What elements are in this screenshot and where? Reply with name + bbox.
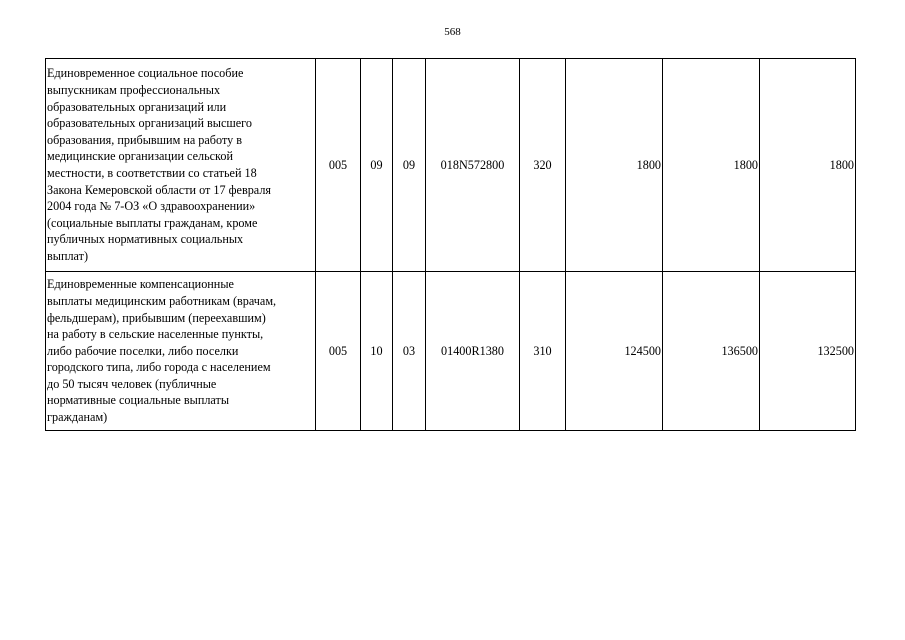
description-line: нормативные социальные выплаты <box>47 393 230 408</box>
target-article-cell: 01400R1380 <box>426 272 520 431</box>
section-code-cell: 10 <box>361 272 393 431</box>
table-body <box>46 59 856 431</box>
description-line: выпускникам профессиональных <box>47 83 221 98</box>
description-line: гражданам) <box>47 410 108 425</box>
description-line: (социальные выплаты гражданам, кроме <box>47 215 258 230</box>
subsection-code-cell: 03 <box>393 272 426 431</box>
ministry-code-cell: 005 <box>316 272 361 431</box>
table-row <box>46 272 856 431</box>
description-line: образовательных организаций или <box>47 99 227 114</box>
description-line: до 50 тысяч человек (публичные <box>47 376 217 391</box>
target-article-cell: 018N572800 <box>426 59 520 272</box>
expense-type-cell: 310 <box>520 272 566 431</box>
amount-cell-2: 1800 <box>663 59 760 272</box>
amount-cell-1: 124500 <box>566 272 663 431</box>
amount-cell-1: 1800 <box>566 59 663 272</box>
page-number: 568 <box>444 26 461 38</box>
description-line: выплат) <box>47 248 89 263</box>
description-line: образования, прибывшим на работу в <box>47 132 243 147</box>
amount-cell-3: 132500 <box>760 272 856 431</box>
amount-cell-2: 136500 <box>663 272 760 431</box>
description-line: выплаты медицинским работникам (врачам, <box>47 293 277 308</box>
description-line: фельдшерам), прибывшим (переехавшим) <box>47 310 266 325</box>
row-description <box>46 272 316 431</box>
amount-cell-3: 1800 <box>760 59 856 272</box>
description-line: городского типа, либо города с населением <box>47 360 271 375</box>
row-description <box>46 59 316 272</box>
description-line: Единовременные компенсационные <box>47 277 234 292</box>
section-code-cell: 09 <box>361 59 393 272</box>
description-line: 2004 года № 7-ОЗ «О здравоохранении» <box>47 199 256 214</box>
description-line: публичных нормативных социальных <box>47 232 244 247</box>
subsection-code-cell: 09 <box>393 59 426 272</box>
table-row <box>46 59 856 272</box>
ministry-code-cell: 005 <box>316 59 361 272</box>
description-line: медицинские организации сельской <box>47 149 233 164</box>
budget-table <box>45 58 856 431</box>
description-line: образовательных организаций высшего <box>47 116 252 131</box>
description-line: Закона Кемеровской области от 17 февраля <box>47 182 272 197</box>
expense-type-cell: 320 <box>520 59 566 272</box>
description-line: местности, в соответствии со статьей 18 <box>47 166 257 180</box>
description-line: на работу в сельские населенные пункты, <box>47 327 264 342</box>
description-line: Единовременное социальное пособие <box>47 66 244 81</box>
description-line: либо рабочие поселки, либо поселки <box>47 343 239 358</box>
